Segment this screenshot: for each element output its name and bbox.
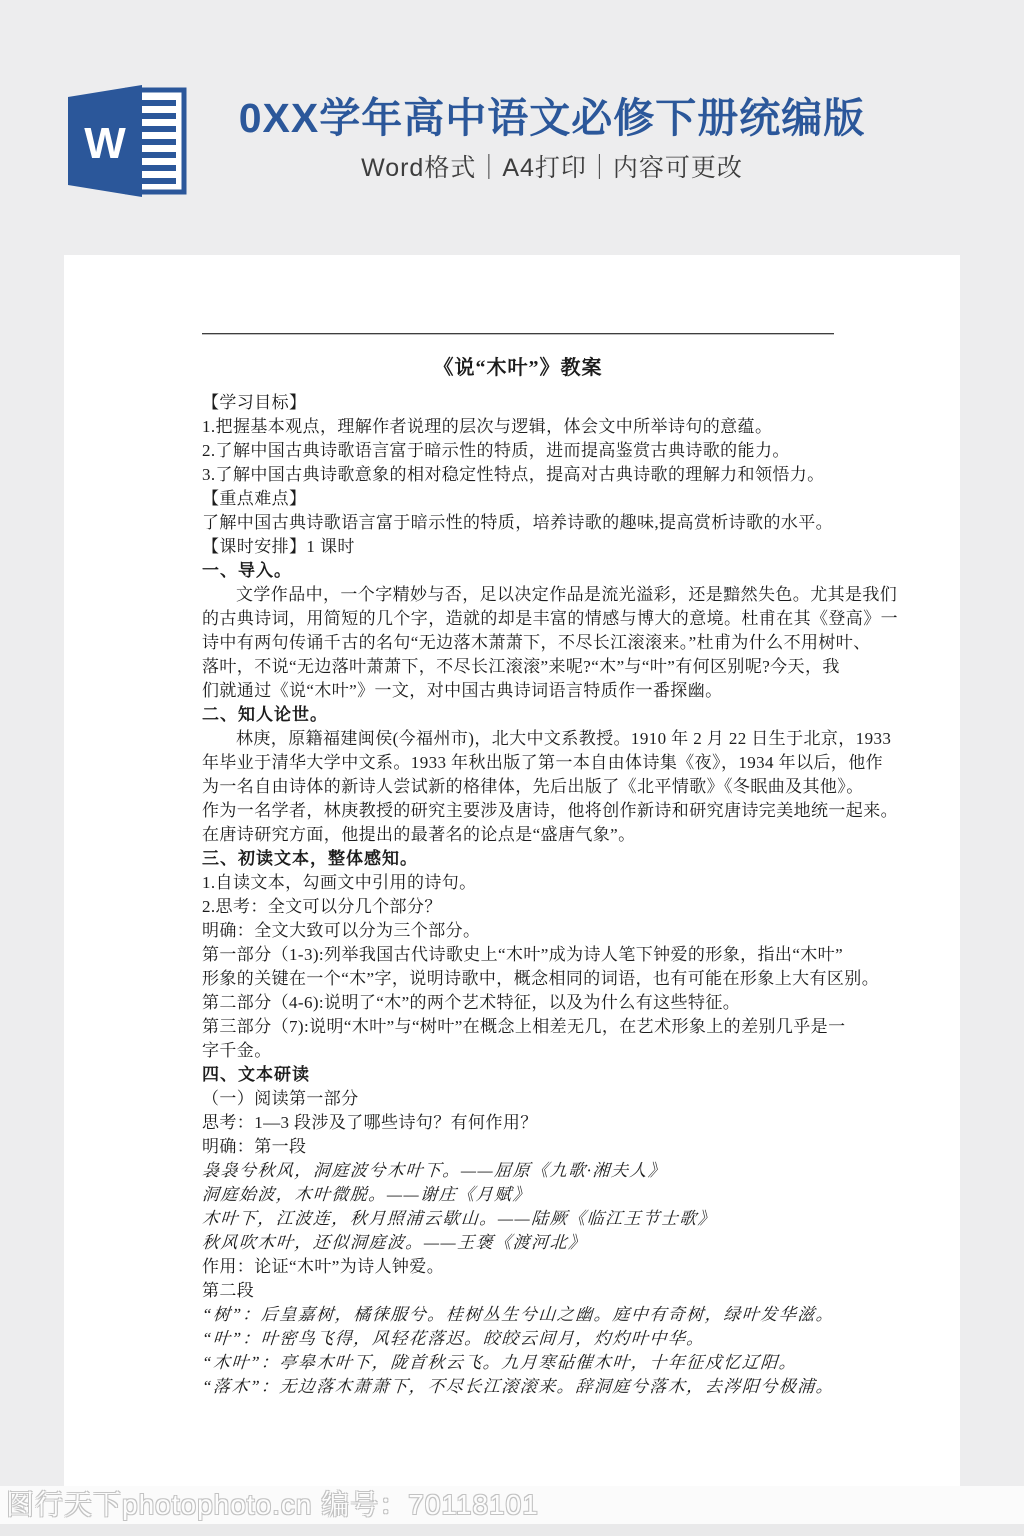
doc-line: 第二段 xyxy=(202,1281,255,1300)
doc-line: 明确：全文大致可以分为三个部分。 xyxy=(202,921,481,940)
doc-line: 【课时安排】1 课时 xyxy=(202,537,355,556)
doc-line: 林庚，原籍福建闽侯(今福州市)，北大中文系教授。1910 年 2 月 22 日生于北京，1933 xyxy=(236,729,892,748)
doc-line: 四、文本研读 xyxy=(202,1065,310,1084)
doc-line: 1.自读文本，勾画文中引用的诗句。 xyxy=(202,873,477,892)
product-title: 0XX学年高中语文必修下册统编版 xyxy=(238,95,866,141)
doc-line: 了解中国古典诗歌语言富于暗示性的特质，培养诗歌的趣味,提高赏析诗歌的水平。 xyxy=(202,513,834,532)
doc-line: 【重点难点】 xyxy=(202,489,307,508)
svg-text:W: W xyxy=(84,119,126,168)
header-banner xyxy=(0,0,1024,255)
doc-line: 袅袅兮秋风，洞庭波兮木叶下。——屈原《九歌·湘夫人》 xyxy=(201,1161,668,1180)
bottom-strip xyxy=(0,1524,1024,1536)
document-body xyxy=(201,391,898,1399)
doc-line: 诗中有两句传诵千古的名句“无边落木萧萧下，不尽长江滚滚来。”杜甫为什么不用树叶、 xyxy=(202,633,871,652)
doc-line: “叶”：叶密鸟飞得，风轻花落迟。皎皎云间月，灼灼叶中华。 xyxy=(201,1329,706,1348)
doc-line: “树”：后皇嘉树，橘徕服兮。桂树丛生兮山之幽。庭中有奇树，绿叶发华滋。 xyxy=(201,1305,836,1324)
word-logo-icon xyxy=(62,82,190,200)
doc-line: 1.把握基本观点，理解作者说理的层次与逻辑，体会文中所举诗句的意蕴。 xyxy=(202,417,773,436)
doc-line: 第一部分（1-3):列举我国古代诗歌史上“木叶”成为诗人笔下钟爱的形象，指出“木叶” xyxy=(202,945,844,964)
doc-line: 2.思考：全文可以分几个部分？ xyxy=(202,897,442,916)
doc-line: 形象的关键在一个“木”字，说明诗歌中，概念相同的词语，也有可能在形象上大有区别。 xyxy=(202,969,880,988)
doc-line: 明确：第一段 xyxy=(202,1137,307,1156)
document-page xyxy=(64,255,960,1523)
doc-line: 落叶，不说“无边落叶萧萧下，不尽长江滚滚”来呢?“木”与“叶”有何区别呢?今天，我 xyxy=(202,657,840,676)
doc-line: 木叶下，江波连，秋月照浦云歇山。——陆厥《临江王节士歌》 xyxy=(201,1209,717,1228)
product-subtitle: Word格式｜A4打印｜内容可更改 xyxy=(361,154,743,182)
doc-line: 三、初读文本，整体感知。 xyxy=(202,849,418,868)
doc-line: 字千金。 xyxy=(202,1041,272,1060)
doc-line: 为一名自由诗体的新诗人尝试新的格律体，先后出版了《北平情歌》《冬眠曲及其他》。 xyxy=(202,777,864,796)
watermark-text: 图行天下photophoto.cn 编号：70118101 xyxy=(6,1489,539,1520)
doc-line: 文学作品中，一个字精妙与否，足以决定作品是流光溢彩，还是黯然失色。尤其是我们 xyxy=(236,585,898,604)
doc-line: 在唐诗研究方面，他提出的最著名的论点是“盛唐气象”。 xyxy=(202,825,636,844)
doc-line: “木叶”：亭皋木叶下，陇首秋云飞。九月寒砧催木叶，十年征戍忆辽阳。 xyxy=(201,1353,799,1372)
doc-line: 秋风吹木叶，还似洞庭波。——王褒《渡河北》 xyxy=(201,1233,588,1252)
doc-line: 们就通过《说“木叶”》一文，对中国古典诗词语言特质作一番探幽。 xyxy=(202,681,723,700)
doc-line: 【学习目标】 xyxy=(202,393,307,412)
doc-line: 年毕业于清华大学中文系。1933 年秋出版了第一本自由体诗集《夜》，1934 年以后，他作 xyxy=(202,753,883,772)
document-title: 《说“木叶”》教案 xyxy=(433,357,603,379)
doc-line: 第二部分（4-6):说明了“木”的两个艺术特征，以及为什么有这些特征。 xyxy=(202,993,741,1012)
doc-line: 二、知人论世。 xyxy=(202,705,328,724)
doc-line: 作为一名学者，林庚教授的研究主要涉及唐诗，他将创作新诗和研究唐诗完美地统一起来。 xyxy=(202,801,898,820)
doc-line: 思考：1—3 段涉及了哪些诗句？有何作用？ xyxy=(202,1113,538,1132)
doc-line: 3.了解中国古典诗歌意象的相对稳定性特点，提高对古典诗歌的理解力和领悟力。 xyxy=(202,465,825,484)
doc-line: 第三部分（7):说明“木叶”与“树叶”在概念上相差无几，在艺术形象上的差别几乎是一 xyxy=(202,1017,846,1036)
title-divider xyxy=(202,333,834,335)
doc-line: 一、导入。 xyxy=(202,561,292,580)
doc-line: （一）阅读第一部分 xyxy=(202,1089,359,1108)
watermark-bar xyxy=(0,1486,1024,1524)
doc-line: “落木”：无边落木萧萧下，不尽长江滚滚来。辞洞庭兮落木，去涔阳兮极浦。 xyxy=(201,1377,836,1396)
doc-line: 洞庭始波，木叶微脱。——谢庄《月赋》 xyxy=(201,1185,532,1204)
doc-line: 的古典诗词，用简短的几个字，造就的却是丰富的情感与博大的意境。杜甫在其《登高》一 xyxy=(202,609,898,628)
doc-line: 2.了解中国古典诗歌语言富于暗示性的特质，进而提高鉴赏古典诗歌的能力。 xyxy=(202,441,790,460)
doc-line: 作用：论证“木叶”为诗人钟爱。 xyxy=(202,1257,445,1276)
